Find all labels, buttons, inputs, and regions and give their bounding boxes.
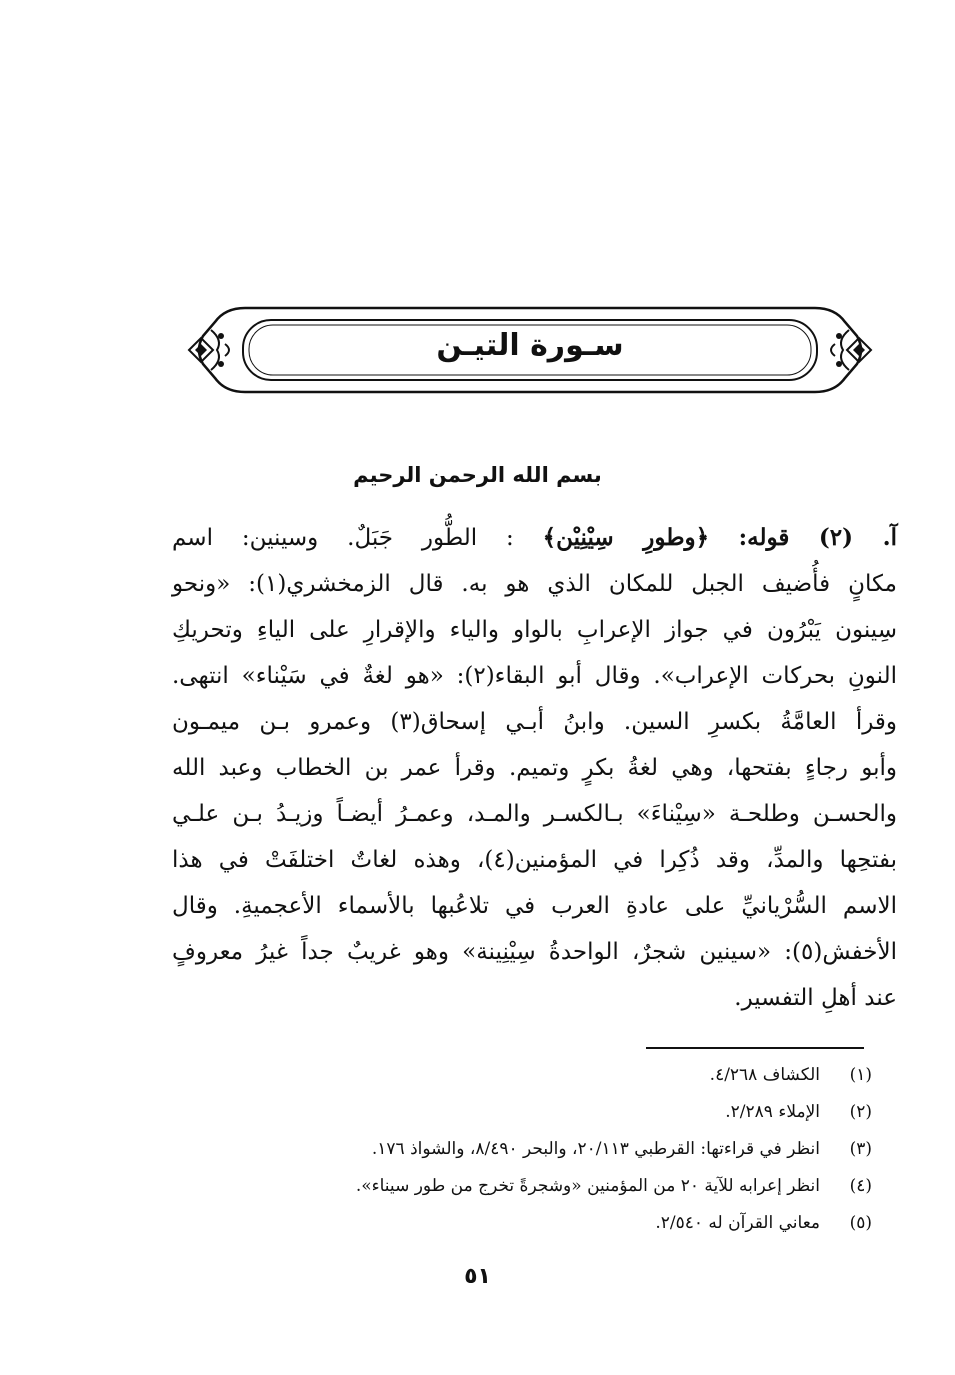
body-line: وقرأ العامَّةُ بكسرِ السين. وابنُ أبـي إسحاق(٣) وعمرو بـن ميمـون [172,709,897,735]
footnote-text: انظر إعرابه للآية ٢٠ من المؤمنين «وشجرةً تخرج من طور سيناء». [355,1176,820,1196]
footnote-text: الكشاف ٤/٢٦٨. [709,1065,820,1085]
body-line: النونِ بحركات الإعراب». وقال أبو البقاء(٢): «هو لغةٌ في سَيْناء» انتهى. [172,663,898,689]
body-line: الاسم السُّرْيانيِّ على عادةِ العرب في تلاعُبها بالأسماء الأعجميةِ. وقال [172,893,897,919]
footnote-text: معاني القرآن له ٢/٥٤٠. [655,1213,820,1233]
basmala: بسم الله الرحمن الرحيم [353,463,602,487]
footnote-divider [646,1047,864,1049]
commentary-body [172,515,897,1021]
footnote-number: (٥) [849,1213,872,1233]
body-line: مكانٍ فأُضيف الجبل للمكان الذي هو به. قال الزمخشري(١): «ونحو [172,571,898,597]
body-line: الأخفش(٥): «سينين شجرٌ، الواحدةُ سِيْنِينة» وهو غريبٌ جداً غيرُ معروفٍ [172,939,897,965]
body-line: بفتحِها والمدِّ، وقد ذُكِرا في المؤمنين(٤)، وهذه لغاتٌ اختلفَتْ في هذا [172,847,898,873]
footnote [200,1205,872,1242]
surah-title: سـورة التيـن [436,328,624,363]
body-line: والحسـن وطلحـة «سِيْناءَ» بـالكسـر والمـد، وعمـرُ أيضـاً وزيـدُ بـن علـي [172,801,897,827]
footnote [200,1094,872,1131]
footnotes [200,1057,872,1242]
footnote [200,1131,872,1168]
footnote-number: (٤) [849,1176,872,1196]
page-number: ٥١ [464,1264,491,1289]
surah-title-frame [185,300,875,400]
footnote-number: (٢) [849,1102,872,1122]
footnote-text: انظر في قراءتها: القرطبي ٢٠/١١٣، والبحر ٨/٤٩٠، والشواذ ١٧٦. [371,1139,820,1159]
footnote-number: (٣) [849,1139,872,1159]
verse-lead: آ. (٢) قوله: ﴿وطورِ سِيْنِيْن﴾ [542,524,897,551]
body-line [172,515,897,561]
footnote-text: الإملاء ٢/٢٨٩. [725,1102,820,1122]
body-line: وأبو رجاءٍ بفتحها، وهي لغةُ بكرٍ وتميم. وقرأ عمر بن الخطاب وعبد الله [172,755,897,781]
footnote-number: (١) [849,1065,872,1085]
body-line: عند أهلِ التفسير. [734,985,897,1011]
body-line-text: : الطُّور جَبَلٌ. وسينين: اسم [172,525,514,551]
footnote [200,1168,872,1205]
footnote [200,1057,872,1094]
body-line: سِينون يَبْرُون في جواز الإعرابِ بالواو والياء والإقرارِ على الياءِ وتحريكِ [172,617,897,643]
